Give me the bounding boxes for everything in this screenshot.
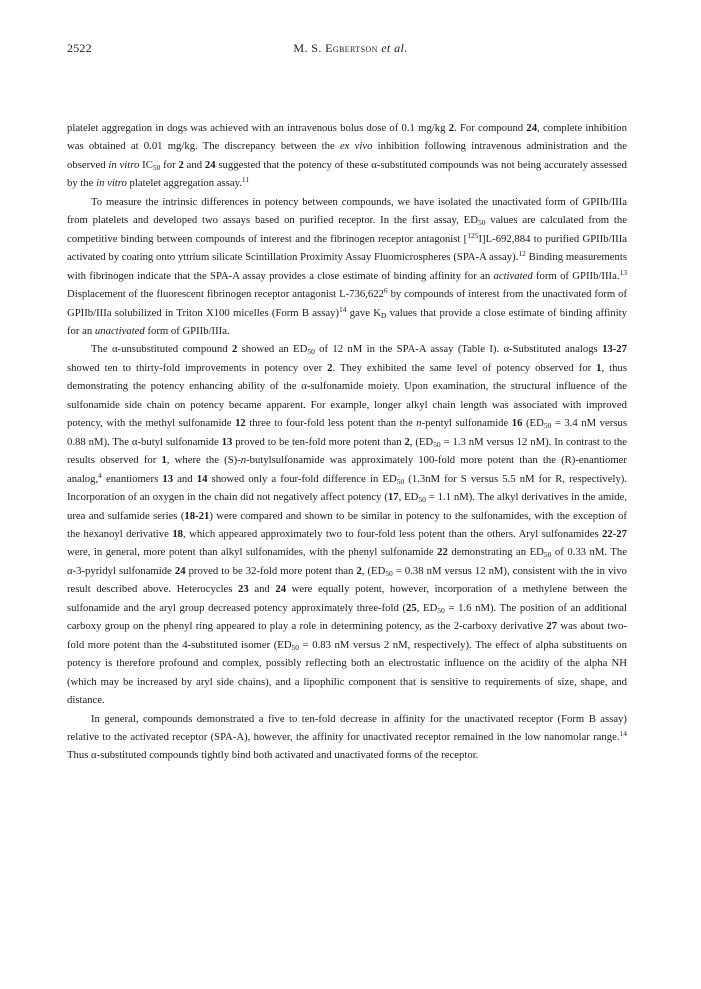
paragraph-2	[67, 193, 627, 341]
compound-number: 13	[162, 472, 174, 485]
italic-text: in vitro	[108, 158, 140, 171]
text-run: Displacement of the fluorescent fibrinogen receptor antagonist L-736,622	[67, 288, 384, 301]
text-run: values that provide a close estimate of binding affinity for an	[67, 306, 627, 337]
subscript: 50	[433, 439, 441, 449]
text-run: and	[173, 472, 197, 485]
text-run: , (ED	[409, 435, 434, 448]
subscript: 50	[477, 218, 486, 228]
text-run: were, in general, more potent than alkyl sulfonamides, with the phenyl sulfonamide	[67, 546, 438, 559]
page-number: 2522	[67, 41, 92, 55]
compound-number: 24	[174, 564, 186, 577]
compound-number: 22	[437, 546, 448, 559]
paragraph-1	[67, 119, 627, 193]
text-run: The α-unsubstituted compound	[91, 343, 232, 356]
text-run: Binding measurements with fibrinogen indicate that the SPA-A assay provides a close estimate of binding affinity for an	[67, 251, 627, 282]
superscript-ref: 14	[619, 728, 627, 738]
text-run: suggested that the potency of these α-substituted compounds was not being accurately assessed by the	[67, 158, 627, 190]
italic-text: n	[240, 454, 247, 467]
compound-number: 14	[196, 472, 208, 485]
text-run: and	[248, 583, 276, 596]
compound-number: 24	[204, 158, 216, 171]
subscript: D	[380, 310, 387, 320]
text-run: . For compound	[454, 122, 527, 134]
italic-text: ex vivo	[339, 140, 373, 153]
text-run: values are calculated from the competitive binding between compounds of interest and the fibrinogen receptor antagonist [	[67, 214, 627, 245]
subscript: 50	[418, 495, 426, 505]
paragraph-3	[67, 340, 627, 709]
text-run: , which appeared approximately two to four-fold less potent than the others. Aryl sulfonamides	[183, 527, 603, 540]
compound-number: 18	[172, 527, 183, 540]
compound-number: 2	[327, 361, 333, 374]
paragraph-4	[67, 710, 627, 765]
text-run: , ED	[416, 601, 438, 614]
text-run: three to four-fold less potent than the	[245, 417, 417, 430]
text-run: , thus demonstrating the potency enhancing ability of the α-sulfonamide moiety. Upon examination, the structural influence of the sulfonamide side chain on potency became apparent. For example, longer alkyl chain length was associated with improved potency, with the methyl sulfonamide	[67, 361, 627, 430]
text-run: proved to be ten-fold more potent than	[232, 435, 405, 448]
superscript-ref: 6	[383, 286, 388, 296]
text-run: demonstrating an ED	[447, 546, 544, 559]
superscript-ref: 13	[619, 267, 627, 277]
compound-number: 1	[161, 454, 167, 467]
text-run: Thus α-substituted compounds tightly bind both activated and unactivated forms of the receptor.	[67, 749, 479, 762]
italic-text: n	[416, 417, 422, 430]
text-run: of 0.33 nM. The α-3-pyridyl sulfonamide	[67, 546, 628, 577]
text-run: = 0.83 nM versus 2 nM, respectively). The effect of alpha substituents on potency is therefore profound and complex, possibly reflecting both an electrostatic influence on the acidity of the alpha NH (which may be increased by aryl side chains), and a lipophilic component that is sensitive to requirements of size, shape, and distance.	[67, 638, 627, 707]
subscript: 50	[152, 162, 161, 172]
text-run: To measure the intrinsic differences in potency between compounds, we have isolated the unactivated form of GPIIb/IIIa from platelets and developed two assays based on purified receptor. In the first assay, ED	[67, 195, 627, 227]
compound-number: 1	[596, 361, 602, 374]
text-run: -butylsulfonamide was approximately 100-fold more potent than the (R)-enantiomer analog,	[67, 454, 627, 485]
compound-number: 25	[406, 601, 417, 614]
compound-number: 24	[526, 122, 538, 134]
compound-number: 24	[275, 583, 287, 596]
text-run: , complete inhibition was obtained at 0.01 mg/kg. The discrepancy between the	[67, 122, 627, 153]
italic-text: unactivated	[94, 324, 145, 337]
text-run: , where the (S)-	[166, 454, 241, 467]
running-head-et-al: et al.	[381, 41, 408, 55]
text-run: gave K	[346, 306, 381, 319]
text-run: showed ten to thirty-fold improvements in potency over	[67, 361, 328, 374]
compound-number: 2	[231, 343, 238, 356]
italic-text: in vitro	[96, 177, 127, 190]
text-run: (ED	[522, 417, 544, 430]
text-run: of 12 nM in the SPA-A assay (Table I). α-Substituted analogs	[314, 343, 603, 356]
text-run: (1.3nM for S versus 5.5 nM for R, respectively). Incorporation of an oxygen in the chain did not negatively affect potency (	[67, 472, 628, 504]
compound-number: 22-27	[602, 527, 627, 540]
subscript: 50	[291, 642, 300, 652]
subscript: 50	[385, 568, 393, 578]
superscript-ref: 14	[339, 304, 347, 314]
compound-number: 2	[356, 564, 362, 577]
text-run: showed an ED	[237, 343, 308, 356]
text-run: enantiomers	[101, 472, 163, 485]
text-run: was about two-fold more potent than the 4-substituted isomer (ED	[67, 620, 627, 651]
text-run: = 1.1 nM). The alkyl derivatives in the amide, urea and sulfamide series (	[67, 491, 627, 522]
text-run: In general, compounds demonstrated a five to ten-fold decrease in affinity for the unactivated receptor (Form B assay) relative to the activated receptor (SPA-A), however, the affinity for unactivated receptor remained in the low nanomolar range.	[67, 712, 627, 743]
text-run: = 1.6 nM). The position of an additional carboxy group on the phenyl ring appeared to play a role in determining potency, as the 2-carboxy derivative	[67, 601, 628, 633]
running-head	[0, 41, 701, 56]
text-run: and	[183, 158, 205, 171]
compound-number: 2	[404, 435, 410, 448]
text-run: = 1.3 nM versus 12 nM). In contrast to the results observed for	[67, 435, 627, 467]
compound-number: 27	[546, 620, 558, 633]
subscript: 50	[543, 550, 552, 560]
superscript-ref: 4	[98, 470, 102, 480]
text-run: = 0.38 nM versus 12 nM), consistent with the in vivo result described above. Heterocycles	[67, 564, 627, 596]
compound-number: 2	[448, 122, 455, 134]
compound-number: 17	[387, 491, 399, 504]
text-run: I]L-692,884 to purified GPIIb/IIIa activated by coating onto yttrium silicate Scintillation Proximity Assay Fluomicrospheres (SPA-A assay).	[67, 232, 628, 264]
compound-number: 23	[238, 583, 249, 596]
italic-text: activated	[493, 269, 533, 282]
text-run: by compounds of interest from the unactivated form of GPIIb/IIIa solubilized in Triton X100 micelles (Form B assay)	[67, 288, 628, 319]
compound-number: 12	[235, 417, 246, 430]
text-run: showed only a four-fold difference in ED	[207, 472, 397, 485]
superscript-ref: 12	[518, 249, 526, 259]
article-body	[67, 119, 627, 765]
text-run: . They exhibited the same level of potency observed for	[332, 361, 597, 374]
text-run: , ED	[398, 491, 419, 504]
compound-number: 13-27	[602, 343, 627, 356]
text-run: platelet aggregation assay.	[126, 177, 242, 190]
text-run: IC	[139, 158, 153, 171]
text-run: = 3.4 nM versus 0.88 nM). The α-butyl sulfonamide	[67, 417, 627, 448]
compound-number: 2	[178, 158, 184, 171]
subscript: 50	[396, 476, 405, 486]
compound-number: 13	[221, 435, 233, 448]
text-run: platelet aggregation in dogs was achieved with an intravenous bolus dose of 0.1 mg/kg	[67, 122, 449, 134]
text-run: were equally potent, however, incorporation of a methylene between the sulfonamide and the aryl group decreased potency approximately three-fold (	[67, 583, 628, 614]
text-run: , (ED	[361, 564, 386, 577]
text-run: proved to be 32-fold more potent than	[185, 564, 357, 577]
text-run: inhibition following intravenous administration and the observed	[67, 140, 627, 171]
running-head-author: M. S. Egbertson	[293, 41, 378, 55]
subscript: 50	[543, 421, 552, 431]
text-run: form of GPIIb/IIIa.	[144, 324, 230, 337]
subscript: 50	[307, 347, 315, 357]
compound-number: 18-21	[184, 509, 210, 522]
text-run: -pentyl sulfonamide	[421, 417, 512, 430]
superscript-ref: 11	[241, 175, 250, 185]
text-run: form of GPIIb/IIIa.	[532, 269, 620, 282]
subscript: 50	[437, 605, 445, 615]
superscript-ref: 125	[467, 230, 479, 240]
text-run: ) were compared and shown to be similar in potency to the sulfonamides, with the exception of the hexanoyl derivative	[67, 509, 627, 540]
text-run: for	[160, 158, 179, 171]
compound-number: 16	[511, 417, 523, 430]
